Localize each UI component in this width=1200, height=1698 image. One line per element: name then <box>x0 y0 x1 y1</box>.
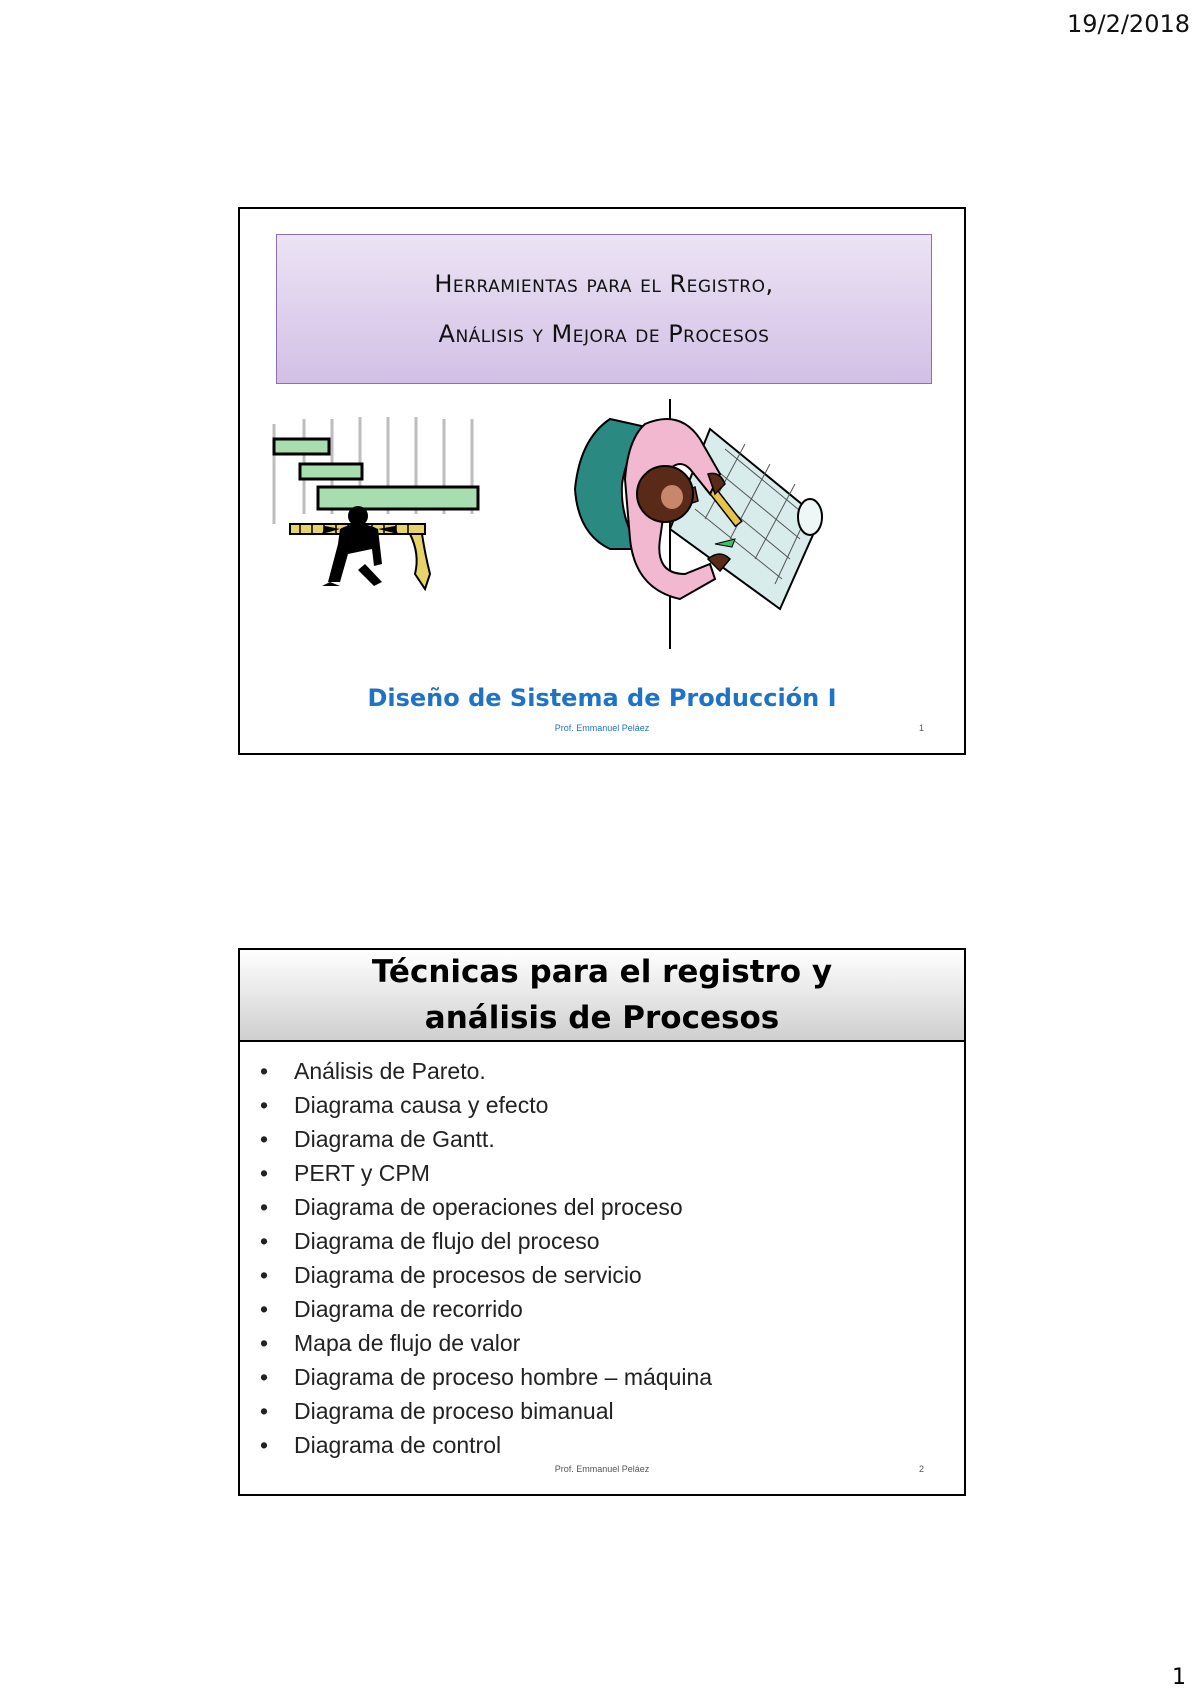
bullet-dot: • <box>260 1262 269 1288</box>
bullet-item <box>260 1122 712 1156</box>
bullet-item <box>260 1190 712 1224</box>
bullet-item <box>260 1156 712 1190</box>
bullet-dot: • <box>260 1092 269 1118</box>
page-number: 1 <box>1172 1665 1186 1690</box>
bullet-dot: • <box>260 1160 269 1186</box>
slide-1-title-line-2: Análisis y Mejora de Procesos <box>438 320 770 348</box>
bullet-dot: • <box>260 1432 269 1458</box>
bullet-item <box>260 1394 712 1428</box>
slide-2-title-line-2: análisis de Procesos <box>424 1000 780 1036</box>
bullet-text: Diagrama de recorrido <box>294 1296 523 1322</box>
page-date: 19/2/2018 <box>1066 10 1190 38</box>
bullet-text: Diagrama de flujo del proceso <box>294 1228 600 1254</box>
bullet-text: Diagrama de operaciones del proceso <box>294 1194 683 1220</box>
slide-2 <box>238 948 966 1496</box>
bullet-dot: • <box>260 1364 269 1390</box>
bullet-text: Mapa de flujo de valor <box>294 1330 521 1356</box>
slide-2-bullet-list <box>260 1054 712 1462</box>
bullet-dot: • <box>260 1398 269 1424</box>
slide-2-footer <box>240 1464 964 1478</box>
bullet-item <box>260 1054 712 1088</box>
slide-1-subtitle: Diseño de Sistema de Producción I <box>367 684 837 712</box>
slide-1-title-box <box>276 234 932 384</box>
slide-1-title-line-1: Herramientas para el Registro, <box>434 270 774 298</box>
planner-at-desk-clipart <box>570 399 850 659</box>
bullet-text: Diagrama de control <box>294 1432 502 1458</box>
bullet-item <box>260 1258 712 1292</box>
slide-1-number: 1 <box>918 723 924 733</box>
bullet-item <box>260 1088 712 1122</box>
slide-1 <box>238 207 966 755</box>
bullet-item <box>260 1224 712 1258</box>
bullet-dot: • <box>260 1330 269 1356</box>
bullet-text: PERT y CPM <box>294 1160 430 1186</box>
bullet-text: Diagrama de Gantt. <box>294 1126 495 1152</box>
bullet-text: Diagrama de proceso bimanual <box>294 1398 614 1424</box>
slide-1-footer-author: Prof. Emmanuel Peláez <box>554 723 650 733</box>
slide-2-number: 2 <box>918 1464 924 1474</box>
bullet-dot: • <box>260 1126 269 1152</box>
bullet-text: Análisis de Pareto. <box>294 1058 486 1084</box>
bullet-item <box>260 1428 712 1462</box>
bullet-dot: • <box>260 1058 269 1084</box>
bullet-item <box>260 1326 712 1360</box>
slide-2-title-line-1: Técnicas para el registro y <box>371 954 833 990</box>
bullet-text: Diagrama de proceso hombre – máquina <box>294 1364 713 1390</box>
bullet-item <box>260 1360 712 1394</box>
slide-1-footer <box>240 723 964 737</box>
bullet-text: Diagrama de procesos de servicio <box>294 1262 642 1288</box>
bullet-dot: • <box>260 1296 269 1322</box>
bullet-dot: • <box>260 1228 269 1254</box>
bullet-item <box>260 1292 712 1326</box>
slide-2-footer-author: Prof. Emmanuel Peláez <box>554 1464 650 1474</box>
bullet-dot: • <box>260 1194 269 1220</box>
gantt-chart-worker-clipart <box>270 414 500 614</box>
bullet-text: Diagrama causa y efecto <box>294 1092 549 1118</box>
slide-2-title-box <box>240 950 964 1042</box>
